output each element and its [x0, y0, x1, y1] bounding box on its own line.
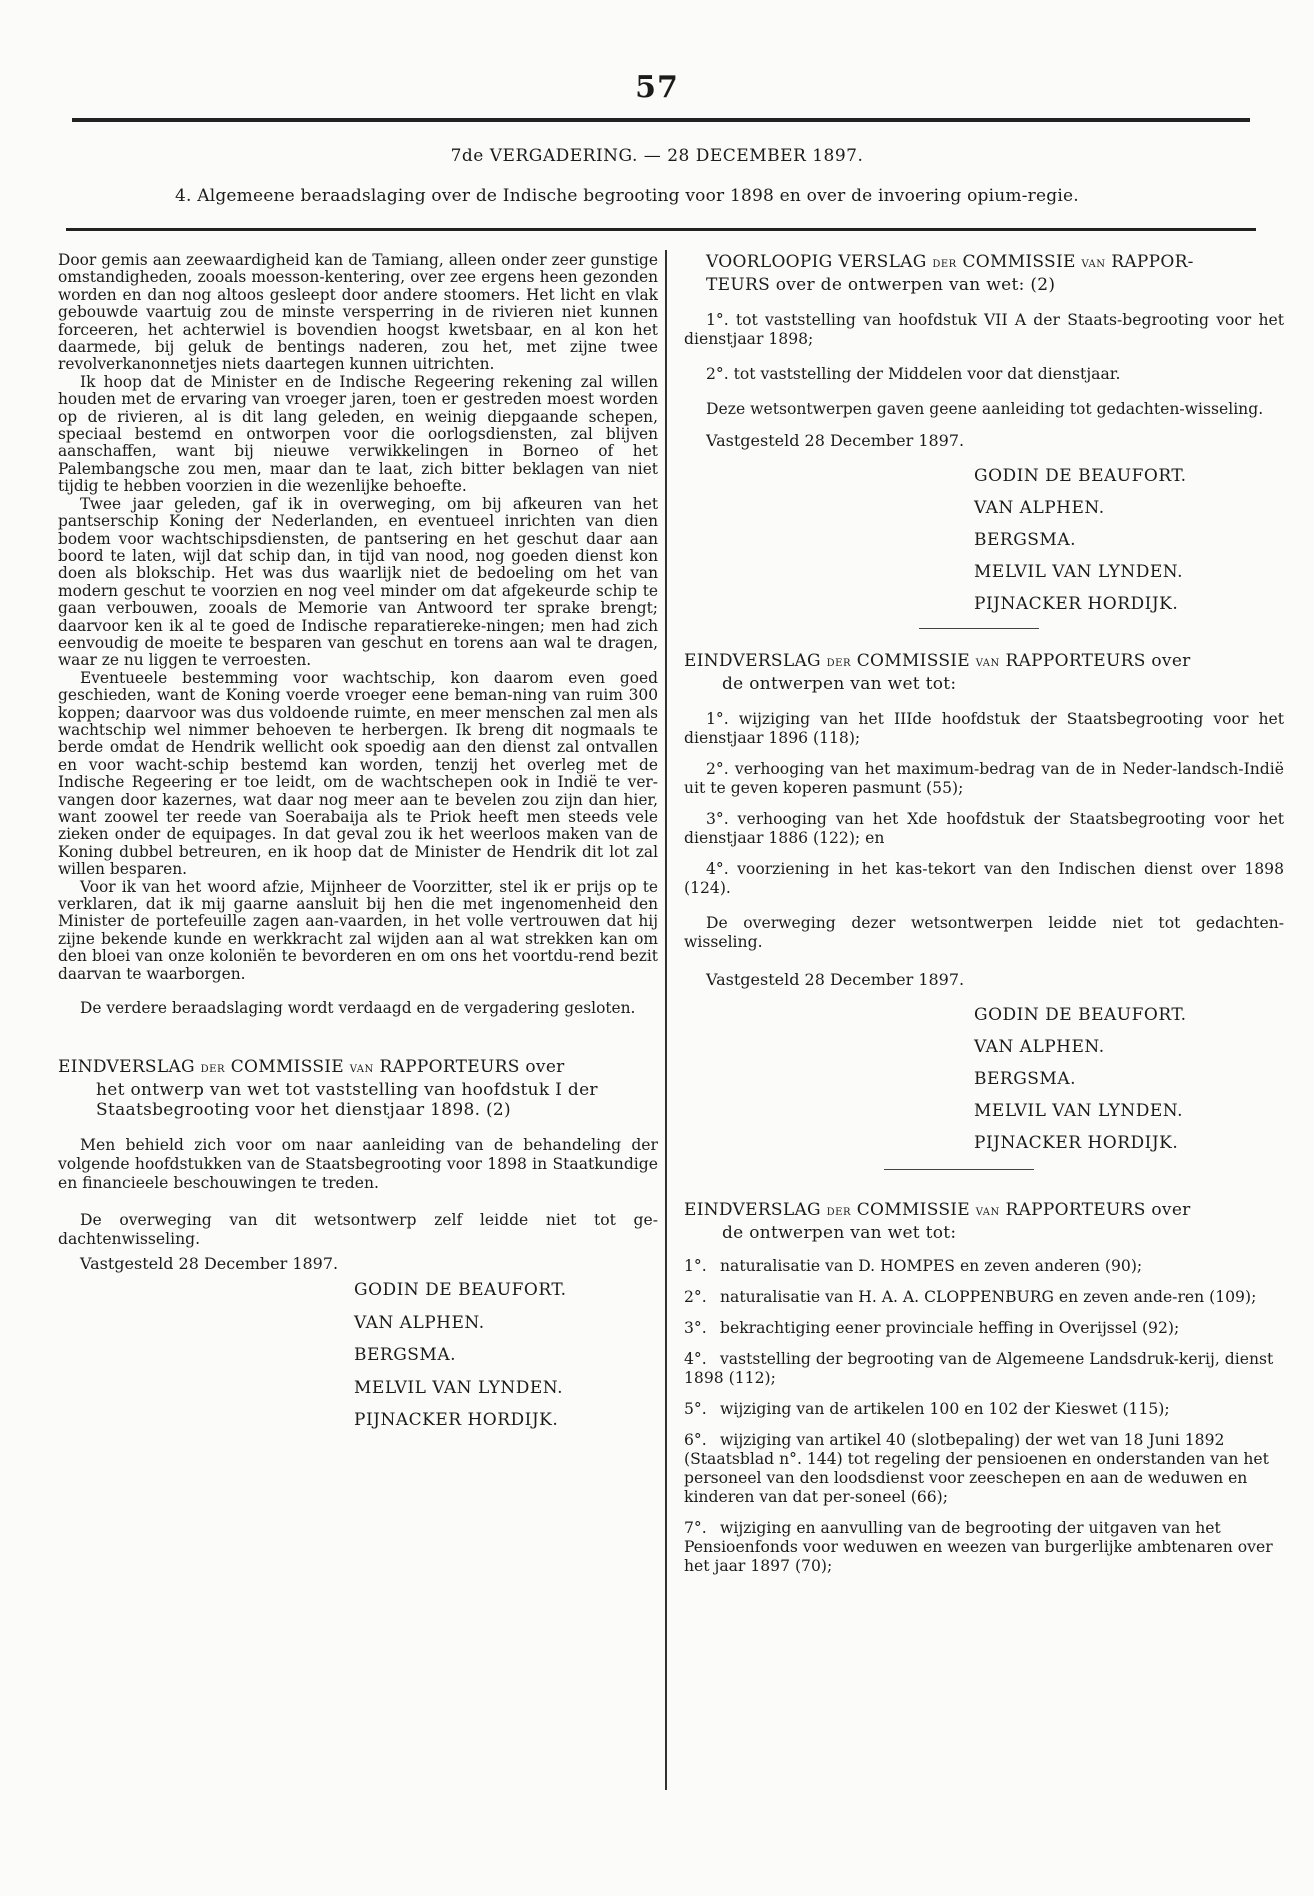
signatories: [684, 999, 1284, 1159]
divider-rule: [884, 1169, 1034, 1170]
report-paragraph: Deze wetsontwerpen gaven geene aanleiding tot gedachten-wisseling.: [706, 400, 1264, 418]
signatory: MELVIL VAN LYNDEN.: [974, 1101, 1183, 1121]
signatory: PIJNACKER HORDIJK.: [974, 594, 1179, 614]
report-item: 1°. wijziging van het IIIde hoofdstuk der Staatsbegrooting voor het dienstjaar 1896 (118);: [684, 710, 1284, 747]
report-paragraph: Men behield zich voor om naar aanleiding van de behandeling der volgende hoofdstukken van de Staatsbegrooting voor 1898 in Staatkundige en financieele beschouwingen te treden.: [58, 1136, 658, 1193]
paragraph: Eventueele bestemming voor wachtschip, kon daarom even goed geschieden, want de Koning voerde vroeger eene beman-ning van ruim 300 koppen; daarvoor was dus voldoende ruimte, en meer menschen zal men als wachtschip wel nimmer behoeven te herbergen. Ik breng dit nogmaals te berde omdat de Hendrik wellicht ook spoedig aan den dienst zal ontvallen en voor wacht-schip bestemd kan worden, tenzij het overleg met de Indische Regeering er toe leidt, om de wachtschepen ook in Indië te ver-vangen door kazernes, wat daar nog meer aan te bevelen zou zijn dan hier, want zoowel ter reede van Soerabaija als te Priok heeft men steeds vele zieken onder de equipages. In dat geval zou ik het weerloos maken van de Koning dubbel betreuren, en ik hoop dat de Minister de Hendrik dit lot zal willen besparen.: [58, 668, 658, 879]
signed-date: Vastgesteld 28 December 1897.: [706, 970, 965, 989]
paragraph: Voor ik van het woord afzie, Mijnheer de Voorzitter, stel ik er prijs op te verklaren, dat ik mij gaarne aansluit bij hen die met ingenomenheid den Minister de portefeuille zagen aan-vaarden, in het volle vertrouwen dat hij zijne bekende kunde en werkkracht zal wijden aan al wat strekken kan om den bloei van onze koloniën te bevorderen en om ons het voortdu-rend bezit daarvan te waarborgen.: [58, 877, 658, 983]
signed-date: Vastgesteld 28 December 1897.: [706, 431, 965, 450]
left-column: [58, 252, 658, 1437]
report-block: [58, 1057, 658, 1437]
report-item: 2°. verhooging van het maximum-bedrag van de in Neder-landsch-Indië uit te geven koperen pasmunt (55);: [684, 760, 1284, 797]
report-heading: EINDVERSLAG DER COMMISSIE VAN RAPPORTEURS over de ontwerpen van wet tot:: [684, 1200, 1191, 1243]
signed-date: Vastgesteld 28 December 1897.: [80, 1254, 339, 1274]
signatory: MELVIL VAN LYNDEN.: [354, 1377, 563, 1398]
signatory: GODIN DE BEAUFORT.: [354, 1280, 567, 1301]
right-column: [684, 252, 1284, 1588]
signatory: PIJNACKER HORDIJK.: [974, 1133, 1179, 1153]
list-item: 3°. bekrachtiging eener provinciale heffing in Overijssel (92);: [684, 1319, 1180, 1337]
divider-rule: [919, 628, 1039, 629]
signatory: GODIN DE BEAUFORT.: [974, 466, 1187, 486]
agenda-item: 4. Algemeene beraadslaging over de Indische begrooting voor 1898 en over de invoering opium-regie.: [175, 186, 1079, 206]
report-paragraph: De overweging van dit wetsontwerp zelf leidde niet tot ge-dachtenwisseling.: [58, 1211, 658, 1249]
signatory: BERGSMA.: [974, 1069, 1077, 1089]
section-rule: [66, 228, 1256, 231]
report-block: [684, 651, 1284, 1170]
report-item: 4°. voorziening in het kas-tekort van den Indischen dienst over 1898 (124).: [684, 860, 1284, 897]
paragraph: Ik hoop dat de Minister en de Indische Regeering rekening zal willen houden met de ervaring van vroeger jaren, toen er gestreden moest worden op de rivieren, al is dit lang geleden, en weinig diepgaande schepen, speciaal bestemd en ontworpen voor die oorlogsdiensten, zal blijven aanschaffen, want bij nieuwe verwikkelingen in Borneo of het Palembangsche zou men, maar dan te laat, zich bitter beklagen van niet tijdig te hebben voorzien in die wezenlijke behoefte.: [58, 372, 658, 496]
report-heading: EINDVERSLAG DER COMMISSIE VAN RAPPORTEURS over de ontwerpen van wet tot:: [684, 651, 1191, 694]
paragraph: Door gemis aan zeewaardigheid kan de Tamiang, alleen onder zeer gunstige omstandigheden, zooals moesson-kentering, over zee ergens heen gezonden worden en dan nog altoos gesleept door andere stoomers. Het licht en vlak gebouwde vaartuig zou de minste versperring in de rivieren niet kunnen forceeren, het achterwiel is bovendien hoogst kwetsbaar, en al kon het daarmede, bij geluk de bentings naderen, zou het, met zijne twee revolverkanonnetjes niets daartegen kunnen uitrichten.: [58, 251, 658, 374]
paragraph: Twee jaar geleden, gaf ik in overweging, om bij afkeuren van het pantserschip Koning der Nederlanden, en eventueel inrichten van dien bodem voor wachtschipsdiensten, de pantsering en het geschut daar aan boord te laten, wijl dat schip dan, in tijd van nood, nog goeden dienst kon doen als blokschip. Het was dus waarlijk niet de bedoeling om het van modern geschut te voorzien en nog veel minder om dat afgekeurde schip te gaan verbouwen, zooals de Memorie van Antwoord ter sprake brengt; daarvoor ken ik al te goed de Indische reparatiereke-ningen; men had zich eenvoudig de moeite te besparen van geschut en torens aan wal te dragen, waar ze nu liggen te verroesten.: [58, 494, 658, 670]
list-item: 5°. wijziging van de artikelen 100 en 102 der Kieswet (115);: [684, 1400, 1170, 1418]
signatory: VAN ALPHEN.: [974, 498, 1105, 518]
signatory: GODIN DE BEAUFORT.: [974, 1005, 1187, 1025]
signatory: BERGSMA.: [974, 530, 1077, 550]
signatories: [684, 460, 1284, 620]
report-heading: VOORLOOPIG VERSLAG DER COMMISSIE VAN RAPPOR- TEURS over de ontwerpen van wet: (2): [706, 252, 1194, 295]
item-list: [684, 1257, 1284, 1576]
signatory: VAN ALPHEN.: [354, 1312, 485, 1333]
list-item: 4°. vaststelling der begrooting van de Algemeene Landsdruk-kerij, dienst 1898 (112);: [684, 1350, 1274, 1387]
signatory: PIJNACKER HORDIJK.: [354, 1410, 559, 1431]
report-block: [684, 1200, 1284, 1576]
report-block: [684, 252, 1284, 629]
page-number: 57: [635, 70, 679, 105]
column-divider: [665, 250, 667, 1790]
signatory: MELVIL VAN LYNDEN.: [974, 562, 1183, 582]
report-paragraph: De overweging dezer wetsontwerpen leidde niet tot gedachten-wisseling.: [684, 914, 1284, 951]
list-item: 7°. wijziging en aanvulling van de begrooting der uitgaven van het Pensioenfonds voor weduwen en weezen van burgerlijke ambtenaren over het jaar 1897 (70);: [684, 1519, 1273, 1575]
report-item: 2°. tot vaststelling der Middelen voor dat dienstjaar.: [706, 365, 1121, 383]
report-heading: EINDVERSLAG DER COMMISSIE VAN RAPPORTEURS over het ontwerp van wet tot vaststelling van hoofdstuk I der Staatsbegrooting voor het dienstjaar 1898. (2): [58, 1057, 598, 1121]
signatories: [58, 1274, 658, 1437]
list-item: 2°. naturalisatie van H. A. A. CLOPPENBURG en zeven ande-ren (109);: [684, 1288, 1257, 1306]
report-item: 1°. tot vaststelling van hoofdstuk VII A der Staats-begrooting voor het dienstjaar 1898;: [684, 311, 1284, 348]
header-rule: [72, 118, 1250, 122]
list-item: 1°. naturalisatie van D. HOMPES en zeven anderen (90);: [684, 1257, 1143, 1275]
signatory: BERGSMA.: [354, 1345, 457, 1366]
list-item: 6°. wijziging van artikel 40 (slotbepaling) der wet van 18 Juni 1892 (Staatsblad n°. 144) tot regeling der pensioenen en onderstanden van het personeel van den loodsdienst voor zeeschepen en aan de weduwen en kinderen van dat per-soneel (66);: [684, 1431, 1269, 1506]
report-item: 3°. verhooging van het Xde hoofdstuk der Staatsbegrooting voor het dienstjaar 1886 (122); en: [684, 810, 1284, 847]
signatory: VAN ALPHEN.: [974, 1037, 1105, 1057]
closing-paragraph: De verdere beraadslaging wordt verdaagd en de vergadering gesloten.: [80, 999, 636, 1018]
meeting-title: 7de VERGADERING. — 28 DECEMBER 1897.: [450, 146, 864, 166]
